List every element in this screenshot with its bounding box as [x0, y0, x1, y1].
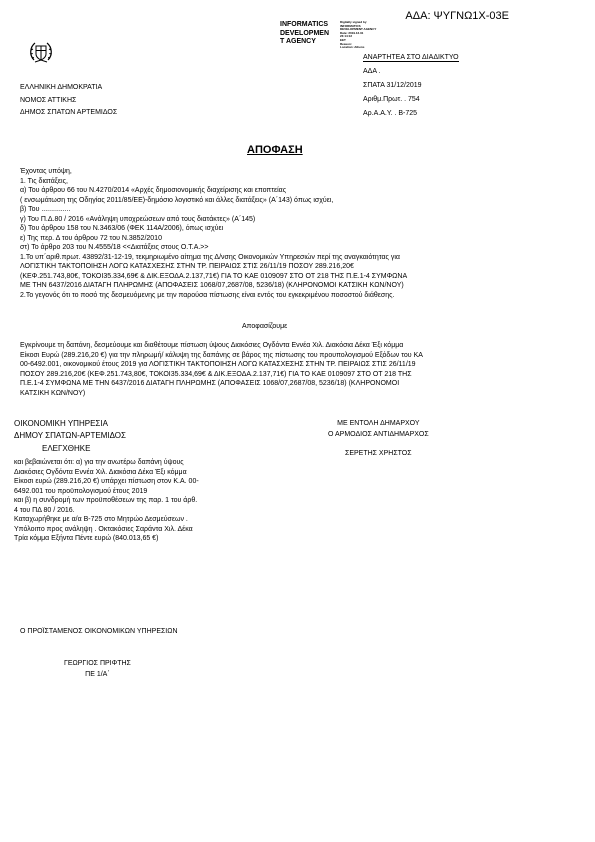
- decision-line: Π.Ε.1-4 ΣΥΜΦΩΝΑ ΜΕ ΤΗΝ 6437/2016 ΔΙΑΤΑΓΗ ΠΛΗΡΩΜΗΣ (ΑΠΟΦΑΣΕΙΣ 1068/07,2687/08, 5236/18) (ΚΛΗΡΟΝΟΜΟΙ: [20, 380, 400, 387]
- consideration-line: Έχοντας υπόψη,: [20, 168, 72, 175]
- signature-detail-line: Date: 2019.12.31: [340, 30, 364, 35]
- verification-line: και βεβαιώνεται ότι: α) για την ανωτέρω δαπάνη ύψους: [14, 459, 184, 466]
- reference-line: Αρ.Α.Α.Υ. . Β-725: [363, 110, 418, 117]
- mayor-name: ΣΕΡΕΤΗΣ ΧΡΗΣΤΟΣ: [345, 450, 412, 457]
- mayor-line: ΜΕ ΕΝΤΟΛΗ ΔΗΜΑΡΧΟΥ: [337, 420, 420, 427]
- verification-line: Διακόσιες Ογδόντα Εννέα Χιλ. Διακόσια Δέκα Έξι κόμμα: [14, 468, 187, 476]
- reference-block: [363, 67, 422, 123]
- signature-detail-line: INFORMATICS: [340, 23, 361, 28]
- decision-block: [20, 341, 423, 398]
- checked-label: ΕΛΕΓΧΘΗΚΕ: [42, 444, 91, 453]
- agency-line: T AGENCY: [280, 38, 316, 45]
- mayor-block: [328, 419, 429, 440]
- signature-detail-line: Digitally signed by: [340, 20, 367, 24]
- consideration-line: 1.Το υπ΄αριθ.πρωτ. 43892/31-12-19, τεκμηριωμένο αίτημα της Δ/νσης Οικονομικών Υπηρεσιών περί της αναγκαιότητας για: [20, 253, 400, 261]
- verification-line: Καταχωρήθηκε με α/α Β-725 στο Μητρώο Δεσμεύσεων .: [14, 516, 188, 523]
- head-of-finance-label: Ο ΠΡΟΪΣΤΑΜΕΝΟΣ ΟΙΚΟΝΟΜΙΚΩΝ ΥΠΗΡΕΣΙΩΝ: [20, 628, 178, 635]
- agency-name: [280, 21, 329, 47]
- greek-emblem-icon: [27, 38, 55, 66]
- consideration-line: γ) Του Π.Δ.80 / 2016 «Ανάληψη υποχρεώσεων από τους διατάκτες» (Α΄145): [20, 215, 256, 223]
- upload-label: ΑΝΑΡΤΗΤΕΑ ΣΤΟ ΔΙΑΔΙΚΤΥΟ: [363, 54, 459, 61]
- decision-line: ΚΑΤΣΙΚΗ ΚΩΝ/ΝΟΥ): [20, 389, 86, 397]
- authority-line: ΔΗΜΟΣ ΣΠΑΤΩΝ ΑΡΤΕΜΙΔΟΣ: [20, 109, 118, 116]
- ada-code: ΑΔΑ: ΨΥΓΝΩ1Χ-03Ε: [405, 10, 509, 22]
- authority-line: ΝΟΜΟΣ ΑΤΤΙΚΗΣ: [20, 96, 77, 104]
- considerations-block: [20, 167, 407, 300]
- reference-line: Αριθμ.Πρωτ. . 754: [363, 96, 420, 103]
- decision-line: Είκοσι Ευρώ (289.216,20 €) για την πληρωμή/ κάλυψη της δαπάνης σε βάρος της πίστωσης του προυπολογισμού Εξόδων του ΚΑ: [20, 351, 423, 359]
- signature-detail-line: DEVELOPMENT AGENCY: [340, 27, 377, 32]
- finance-line: ΔΗΜΟΥ ΣΠΑΤΩΝ-ΑΡΤΕΜΙΔΟΣ: [14, 430, 126, 440]
- finance-service-block: [14, 419, 126, 442]
- consideration-line: ΛΟΓΙΣΤΙΚΗ ΤΑΚΤΟΠΟΙΗΣΗ ΛΟΓΩ ΚΑΤΑΣΧΕΣΗΣ ΣΤΗΝ ΤΡ. ΠΕΙΡΑΙΩΣ ΣΤΙΣ 26/11/19 ΠΟΣΟΥ 289.216,20€: [20, 263, 354, 270]
- consideration-line: 2.Το γεγονός ότι το ποσό της δεσμευόμενης με την παρούσα πίστωσης είναι εντός του εγκεκριμένου ποσοστού διάθεσης.: [20, 291, 395, 299]
- consideration-line: 1. Τις διατάξεις,: [20, 177, 68, 185]
- verification-line: και β) η συνδρομή των προϋποθέσεων της παρ. 1 του άρθ.: [14, 497, 198, 504]
- signature-detail-line: EET: [340, 37, 346, 42]
- agency-line: INFORMATICS: [280, 21, 329, 28]
- reference-line: ΑΔΑ .: [363, 68, 381, 75]
- document-title: ΑΠΟΦΑΣΗ: [247, 144, 303, 156]
- consideration-line: ( ενσωμάτωση της Οδηγίας 2011/85/ΕΕ)-δημόσιο λογιστικό και άλλες διατάξεις» (Α΄143) όπως ισχύει,: [20, 196, 334, 204]
- signature-detail-line: Reason:: [340, 41, 352, 46]
- verification-line: Υπόλοιπο προς ανάληψη . Οκτακόσιες Σαράντα Χιλ. Δέκα: [14, 525, 193, 533]
- mayor-line: Ο ΑΡΜΟΔΙΟΣ ΑΝΤΙΔΗΜΑΡΧΟΣ: [328, 430, 429, 438]
- signature-detail-line: Location: Athens: [340, 45, 365, 50]
- signatory-rank: ΠΕ 1/Α΄: [85, 671, 110, 678]
- verification-line: 4 του ΠΔ 80 / 2016.: [14, 506, 75, 514]
- signatory-name: ΓΕΩΡΓΙΟΣ ΠΡΙΦΤΗΣ: [64, 660, 131, 667]
- agency-signature-details: [340, 21, 376, 50]
- decision-line: ΠΟΣΟΥ 289.216,20€ (ΚΕΦ.251.743,80€, ΤΟΚΟΙ35.334,69€ & ΔΙΚ.ΕΞΟΔΑ.2.137,71€) ΓΙΑ ΤΟ ΚΑΕ 0109097 ΣΤΟ ΟΤ 218 ΤΗΣ: [20, 370, 412, 378]
- verification-line: 6492.001 του προϋπολογισμού έτους 2019: [14, 487, 148, 495]
- agency-line: DEVELOPMEN: [280, 29, 330, 37]
- authority-line: ΕΛΛΗΝΙΚΗ ΔΗΜΟΚΡΑΤΙΑ: [20, 84, 103, 91]
- decision-line: 00-6492.001, οικονομικού έτους 2019 για ΛΟΓΙΣΤΙΚΗ ΤΑΚΤΟΠΟΙΗΣΗ ΛΟΓΩ ΚΑΤΑΣΧΕΣΗΣ ΣΤΗΝ ΤΡ. ΠΕΙΡΑΙΩΣ ΣΤΙΣ 26/11/19: [20, 361, 416, 368]
- consideration-line: (ΚΕΦ.251.743,80€, ΤΟΚΟΙ35.334,69€ & ΔΙΚ.ΕΞΟΔΑ.2.137,71€) ΓΙΑ ΤΟ ΚΑΕ 0109097 ΣΤΟ ΟΤ 218 ΤΗΣ Π.Ε.1-4 ΣΥΜΦΩΝΑ: [20, 272, 408, 280]
- verification-line: Τρία κόμμα Εξήντα Πέντε ευρώ (840.013,65 €): [14, 535, 159, 542]
- consideration-line: δ) Του άρθρου 158 του Ν.3463/06 (ΦΕΚ 114Α/2006), όπως ισχύει: [20, 225, 224, 232]
- decision-line: Εγκρίνουμε τη δαπάνη, δεσμεύουμε και διαθέτουμε πίστωση ύψους Διακόσιες Ογδόντα Εννέα Χιλ. Διακόσια Δέκα Έξι κόμμα: [20, 342, 404, 349]
- authority-block: [20, 83, 117, 121]
- signature-detail-line: 23:14:12: [340, 34, 353, 39]
- signatory-block: [64, 659, 131, 681]
- consideration-line: α) Του άρθρου 66 του Ν.4270/2014 «Αρχές δημοσιονομικής διαχείρισης και εποπτείας: [20, 187, 287, 194]
- verification-block: [14, 458, 199, 544]
- consideration-line: β) Του ...............: [20, 206, 71, 213]
- finance-line: ΟΙΚΟΝΟΜΙΚΗ ΥΠΗΡΕΣΙΑ: [14, 419, 108, 428]
- consideration-line: ΜΕ ΤΗΝ 6437/2016 ΔΙΑΤΑΓΗ ΠΛΗΡΩΜΗΣ (ΑΠΟΦΑΣΕΙΣ 1068/07,2687/08, 5236/18) (ΚΛΗΡΟΝΟΜΟΙ ΚΑΤΣΙΚΗ ΚΩΝ/ΝΟΥ): [20, 282, 404, 289]
- verification-line: Είκοσι ευρώ (289.216,20 €) υπάρχει πίστωση στον Κ.Α. 00-: [14, 478, 199, 485]
- consideration-line: ε) Της περ. Δ του άρθρου 72 του Ν.3852/2010: [20, 234, 162, 242]
- consideration-line: στ) Το άρθρο 203 του Ν.4555/18 <<Διατάξεις στους Ο.Τ.Α.>>: [20, 244, 209, 251]
- decide-label: Αποφασίζουμε: [242, 323, 288, 330]
- reference-line: ΣΠΑΤΑ 31/12/2019: [363, 82, 422, 89]
